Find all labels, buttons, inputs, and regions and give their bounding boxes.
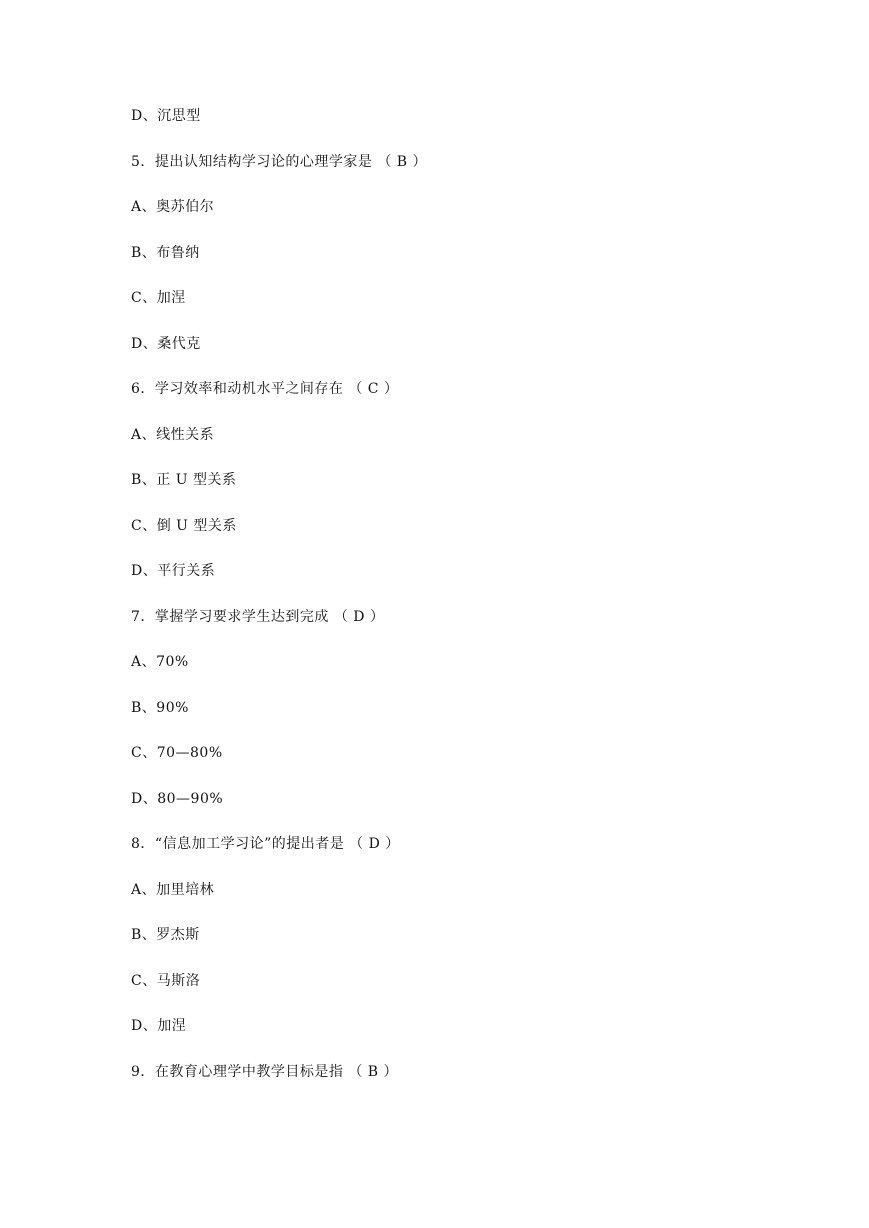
option-line: C、加涅 xyxy=(131,290,186,306)
option-line: D、加涅 xyxy=(131,1018,187,1034)
option-line: A、加里培林 xyxy=(131,881,215,898)
question-line: 9．在教育心理学中教学目标是指 （ B ） xyxy=(131,1063,399,1080)
option-line: C、倒 U 型关系 xyxy=(131,517,237,534)
option-line: B、布鲁纳 xyxy=(131,244,200,261)
option-line: D、80—90% xyxy=(131,790,224,807)
option-line: B、罗杰斯 xyxy=(131,927,200,943)
option-line: A、线性关系 xyxy=(131,426,215,443)
question-line: 8．“信息加工学习论”的提出者是 （ D ） xyxy=(131,836,400,852)
option-line: C、70—80% xyxy=(131,745,223,761)
question-line: 6．学习效率和动机水平之间存在 （ C ） xyxy=(131,381,399,397)
option-line: A、70% xyxy=(131,654,189,670)
option-line: C、马斯洛 xyxy=(131,972,201,989)
option-line: D、沉思型 xyxy=(131,108,201,124)
option-line: B、90% xyxy=(131,699,189,716)
option-line: A、奥苏伯尔 xyxy=(131,199,215,215)
document-body xyxy=(131,104,427,1105)
option-line: D、平行关系 xyxy=(131,563,216,579)
question-line: 5．提出认知结构学习论的心理学家是 （ B ） xyxy=(131,153,428,170)
option-line: B、正 U 型关系 xyxy=(131,472,237,488)
option-line: D、桑代克 xyxy=(131,335,201,352)
question-line: 7．掌握学习要求学生达到完成 （ D ） xyxy=(131,608,385,625)
